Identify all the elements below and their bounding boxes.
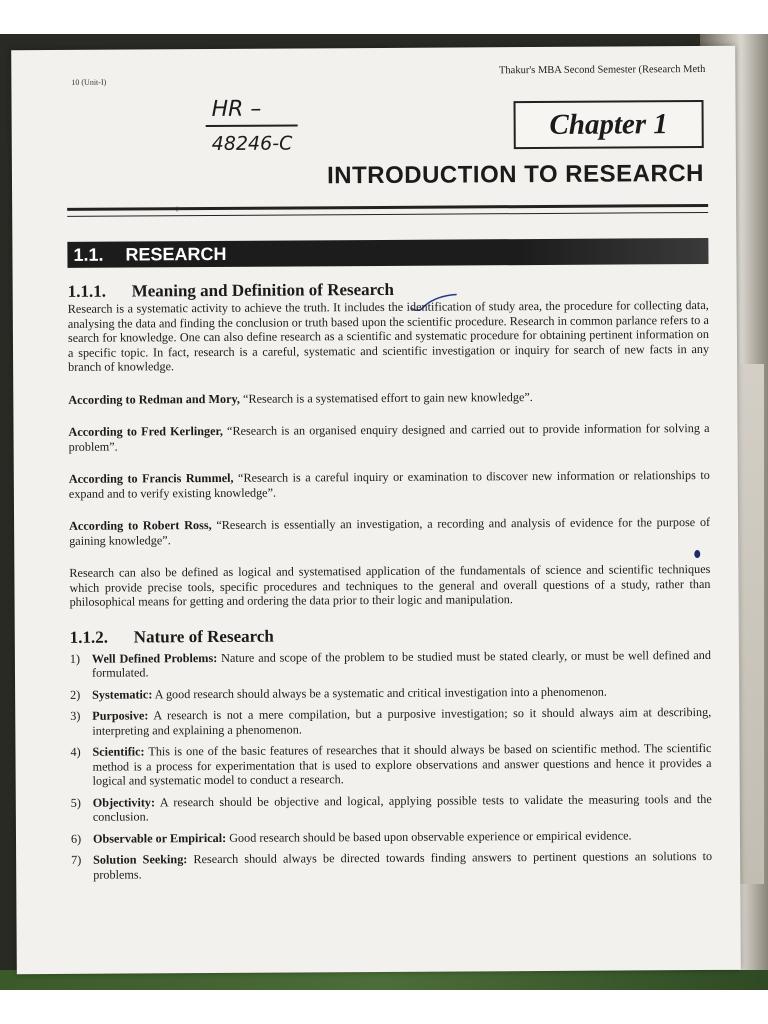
quote-text: “Research is a systematised effort to gain new knowledge”. [239,389,533,406]
chapter-title: INTRODUCTION TO RESEARCH [326,159,705,190]
quote-lead: According to Francis Rummel, [68,470,234,486]
item-term: Objectivity: [92,794,156,810]
quote-rummel [69,468,710,501]
subsection-title: Nature of Research [133,626,274,646]
item-term: Solution Seeking: [93,852,188,867]
list-item [70,741,711,788]
item-text: Research should always be directed towards finding answers to pertinent questions an solutions to problems. [93,848,713,882]
item-text: This is one of the basic features of researches that it should always be based on scientific method. The scientific method is a process for experimentation that is used to explore observations and answer questions and hence it provides a logical and systematic model to conduct a research. [92,740,712,788]
item-number: 7) [71,852,82,867]
definition-paragraph: Research is a systematic activity to achieve the truth. It includes the identification of study area, the procedure for collecting data, analysing the data and finding the conclusion or truth based upon the scientific procedure. Research in common parlance refers to a search for knowledge. One can also define research as a scientific and systematic procedure for obtaining pertinent information on a specific topic. In fact, research is a careful, systematic and scientific investigation or inquiry for search of new facts in any branch of knowledge. [67,297,710,374]
item-text: Good research should be based upon observable experience or empirical evidence. [226,827,632,845]
subsection-title: Meaning and Definition of Research [131,279,394,301]
item-number: 1) [69,651,81,666]
subsection-heading-2 [70,623,711,647]
handwritten-note [211,96,297,157]
pen-tick-icon: ‹ [174,201,179,217]
page-reference: 10 (Unit-I) [71,77,107,87]
list-item [71,827,712,845]
photo-background [0,34,768,990]
list-item [70,705,711,738]
item-number: 2) [70,687,81,702]
item-term: Well Defined Problems: [91,650,218,666]
subsection-number: 1.1.1. [67,281,106,301]
running-header: Thakur's MBA Second Semester (Research Meth [498,63,706,77]
section-title: RESEARCH [125,243,227,265]
page-content [68,278,713,889]
quote-lead: According to Robert Ross, [69,518,212,533]
item-text: A good research should always be a systematic and critical investigation into a phenomenon. [152,684,607,701]
item-term: Scientific: [92,744,145,759]
item-text: A research should be objective and logical, applying possible tests to validate the measuring tools and the conclusion. [92,791,712,824]
subsection-number: 1.1.2. [69,627,109,647]
quote-lead: According to Fred Kerlinger, [68,423,223,439]
item-term: Systematic: [92,686,153,702]
title-divider [67,204,708,217]
nature-list [70,647,712,881]
quote-ross [69,515,710,548]
quote-lead: According to Redman and Mory, [68,391,240,407]
handwritten-line-2: 48246-C [211,132,293,155]
closing-paragraph: Research can also be defined as logical and systematised application of the fundamentals of science and scientific techniques which provide precise tools, specific procedures and techniques to the general and overall questions of a study, rather than philosophical means for getting and ordering the data prior to their logic and manipulation. [69,561,711,609]
item-term: Observable or Empirical: [92,830,227,846]
item-term: Purposive: [92,708,149,723]
list-item [70,647,711,680]
handwritten-line-1: HR – [211,96,262,122]
handwritten-underline [206,124,298,127]
quote-text: “Research is an organised enquiry designed and carried out to provide information for solving a problem”. [68,420,710,454]
item-number: 6) [70,831,82,846]
section-heading-bar [67,238,708,268]
chapter-label-box: Chapter 1 [514,100,704,149]
section-number: 1.1. [73,244,104,265]
quote-text: “Research is a careful inquiry or examination to discover new information or relationships to expand and to verify existing knowledge”. [68,467,710,501]
quote-text: “Research is essentially an investigation, a recording and analysis of evidence for the purpose of gaining knowledge”. [69,514,711,548]
list-item [71,849,712,882]
item-text: Nature and scope of the problem to be studied must be stated clearly, or must be well defined and formulated. [91,647,711,680]
list-item [70,683,711,701]
item-number: 5) [70,795,81,810]
item-number: 4) [70,744,81,759]
book-spine-stripe [740,364,764,884]
document-page [11,46,741,974]
list-item [71,791,712,824]
quote-kerlinger [68,421,709,454]
item-text: A research is not a mere compilation, but a purposive investigation; so it should always aim at describing, interpreting and explaining a phenomenon. [92,704,712,738]
item-number: 3) [70,708,81,723]
